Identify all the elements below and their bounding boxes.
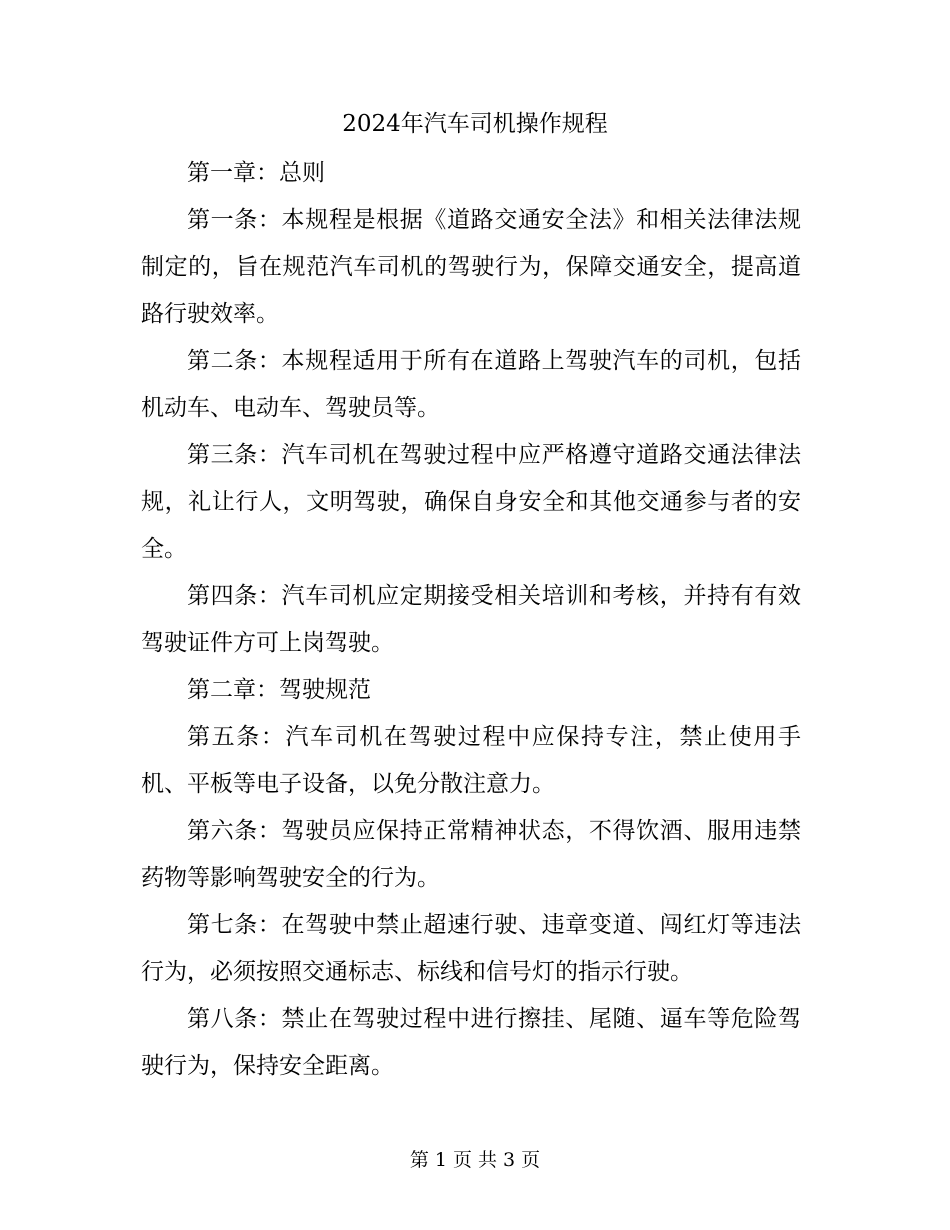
article-7: 第七条：在驾驶中禁止超速行驶、违章变道、闯红灯等违法行为，必须按照交通标志、标线和信号灯的指示行驶。 — [141, 912, 801, 985]
chapter-heading-2: 第二章：驾驶规范 — [187, 677, 371, 703]
article-5: 第五条：汽车司机在驾驶过程中应保持专注，禁止使用手机、平板等电子设备，以免分散注意力。 — [141, 724, 801, 797]
page-title: 2024年汽车司机操作规程 — [342, 111, 608, 137]
article-6: 第六条：驾驶员应保持正常精神状态，不得饮酒、服用违禁药物等影响驾驶安全的行为。 — [141, 818, 801, 891]
article-2: 第二条：本规程适用于所有在道路上驾驶汽车的司机，包括机动车、电动车、驾驶员等。 — [141, 348, 801, 421]
article-1: 第一条：本规程是根据《道路交通安全法》和相关法律法规制定的，旨在规范汽车司机的驾驶行为，保障交通安全，提高道路行驶效率。 — [141, 207, 801, 327]
article-8: 第八条：禁止在驾驶过程中进行擦挂、尾随、逼车等危险驾驶行为，保持安全距离。 — [141, 1006, 801, 1079]
chapter-heading-1: 第一章：总则 — [187, 160, 325, 186]
article-4: 第四条：汽车司机应定期接受相关培训和考核，并持有有效驾驶证件方可上岗驾驶。 — [141, 583, 801, 656]
article-3: 第三条：汽车司机在驾驶过程中应严格遵守道路交通法律法规，礼让行人，文明驾驶，确保自身安全和其他交通参与者的安全。 — [141, 442, 801, 562]
document-body — [141, 150, 801, 1090]
page-number-footer: 第 1 页 共 3 页 — [409, 1149, 541, 1171]
